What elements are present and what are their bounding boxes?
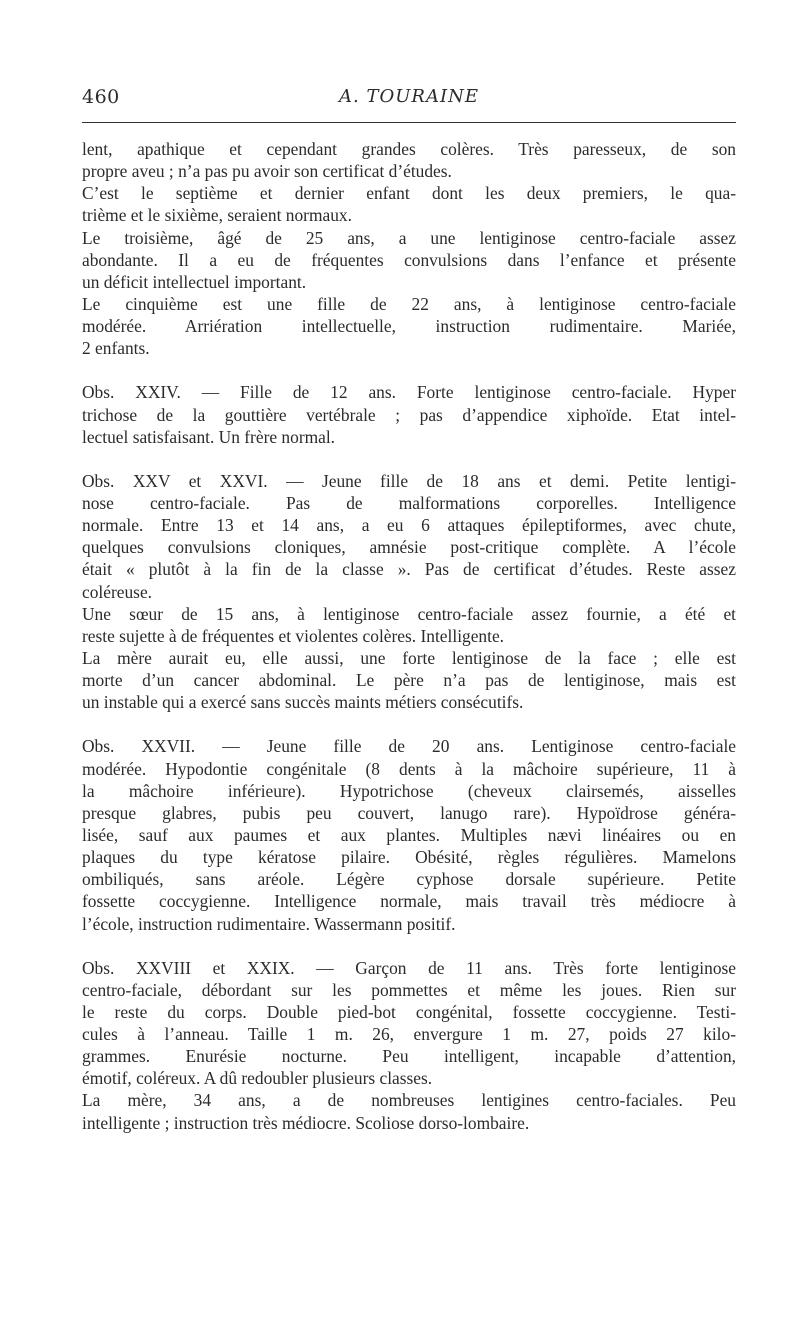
text-line: grammes. Enurésie nocturne. Peu intelligent, incapable d’attention, — [82, 1046, 736, 1067]
text-line: le reste du corps. Double pied-bot congénital, fossette coccygienne. Testi- — [82, 1001, 736, 1022]
text-line: trichose de la gouttière vertébrale ; pas d’appendice xiphoïde. Etat intel- — [82, 404, 736, 425]
text-line: Le troisième, âgé de 25 ans, a une lentiginose centro-faciale assez — [82, 227, 736, 248]
text-line: intelligente ; instruction très médiocre. Scoliose dorso-lombaire. — [82, 1112, 530, 1133]
text-line: plaques du type kératose pilaire. Obésité, règles régulières. Mamelons — [82, 847, 736, 868]
text-line: lectuel satisfaisant. Un frère normal. — [82, 426, 336, 447]
text-line: 2 enfants. — [82, 338, 150, 359]
text-line: reste sujette à de fréquentes et violentes colères. Intelligente. — [82, 625, 505, 646]
paragraph-gap — [82, 359, 736, 381]
text-line: Une sœur de 15 ans, à lentiginose centro-faciale assez fournie, a été et — [82, 603, 736, 624]
text-line: émotif, coléreux. A dû redoubler plusieurs classes. — [82, 1068, 433, 1089]
paragraph — [82, 1089, 736, 1133]
text-line: La mère aurait eu, elle aussi, une forte lentiginose de la face ; elle est — [82, 647, 736, 668]
text-line: lisée, sauf aux paumes et aux plantes. Multiples nævi linéaires ou en — [82, 824, 736, 845]
text-line: nose centro-faciale. Pas de malformations corporelles. Intelligence — [82, 492, 736, 513]
text-line: trième et le sixième, seraient normaux. — [82, 205, 352, 226]
paragraph — [82, 182, 736, 226]
text-line: était « plutôt à la fin de la classe ». Pas de certificat d’études. Reste assez — [82, 559, 736, 580]
text-line: modérée. Arriération intellectuelle, instruction rudimentaire. Mariée, — [82, 316, 736, 337]
paragraph — [82, 647, 736, 713]
text-line: presque glabres, pubis peu couvert, lanugo rare). Hypoïdrose généra- — [82, 802, 736, 823]
text-line: centro-faciale, débordant sur les pommettes et même les joues. Rien sur — [82, 979, 736, 1000]
text-line: la mâchoire inférieure). Hypotrichose (cheveux clairsemés, aisselles — [82, 780, 736, 801]
text-line: l’école, instruction rudimentaire. Wassermann positif. — [82, 913, 456, 934]
page-number: 460 — [82, 86, 120, 108]
header-rule — [82, 122, 736, 123]
paragraph — [82, 603, 736, 647]
paragraph — [82, 957, 736, 1090]
text-line: Obs. XXV et XXVI. — Jeune fille de 18 ans et demi. Petite lentigi- — [82, 470, 736, 491]
text-line: modérée. Hypodontie congénitale (8 dents à la mâchoire supérieure, 11 à — [82, 758, 736, 779]
text-line: Le cinquième est une fille de 22 ans, à lentiginose centro-faciale — [82, 293, 736, 314]
page-header — [82, 86, 736, 118]
paragraph-gap — [82, 935, 736, 957]
text-line: ombiliqués, sans aréole. Légère cyphose dorsale supérieure. Petite — [82, 869, 736, 890]
paragraph-gap — [82, 448, 736, 470]
text-line: La mère, 34 ans, a de nombreuses lentigines centro-faciales. Peu — [82, 1090, 736, 1111]
text-line: fossette coccygienne. Intelligence normale, mais travail très médiocre à — [82, 891, 736, 912]
text-line: coléreuse. — [82, 581, 153, 602]
text-line: normale. Entre 13 et 14 ans, a eu 6 attaques épileptiformes, avec chute, — [82, 515, 736, 536]
text-line: abondante. Il a eu de fréquentes convulsions dans l’enfance et présente — [82, 249, 736, 270]
text-line: morte d’un cancer abdominal. Le père n’a pas de lentiginose, mais est — [82, 670, 736, 691]
text-line: Obs. XXVII. — Jeune fille de 20 ans. Lentiginose centro-faciale — [82, 736, 736, 757]
paragraph — [82, 138, 736, 182]
paragraph — [82, 470, 736, 603]
paragraph-gap — [82, 713, 736, 735]
running-head: A. TOURAINE — [339, 86, 479, 107]
body-text — [82, 138, 736, 1134]
paragraph — [82, 381, 736, 447]
text-line: quelques convulsions cloniques, amnésie post-critique complète. A l’école — [82, 537, 736, 558]
text-line: un déficit intellectuel important. — [82, 271, 307, 292]
paragraph — [82, 227, 736, 293]
text-line: propre aveu ; n’a pas pu avoir son certificat d’études. — [82, 161, 452, 182]
text-line: C’est le septième et dernier enfant dont les deux premiers, le qua- — [82, 183, 736, 204]
text-line: un instable qui a exercé sans succès maints métiers consécutifs. — [82, 692, 524, 713]
paragraph — [82, 293, 736, 359]
text-line: cules à l’anneau. Taille 1 m. 26, envergure 1 m. 27, poids 27 kilo- — [82, 1024, 736, 1045]
text-line: Obs. XXIV. — Fille de 12 ans. Forte lentiginose centro-faciale. Hyper — [82, 382, 736, 403]
text-line: Obs. XXVIII et XXIX. — Garçon de 11 ans. Très forte lentiginose — [82, 957, 736, 978]
text-line: lent, apathique et cependant grandes colères. Très paresseux, de son — [82, 139, 736, 159]
paragraph — [82, 735, 736, 934]
